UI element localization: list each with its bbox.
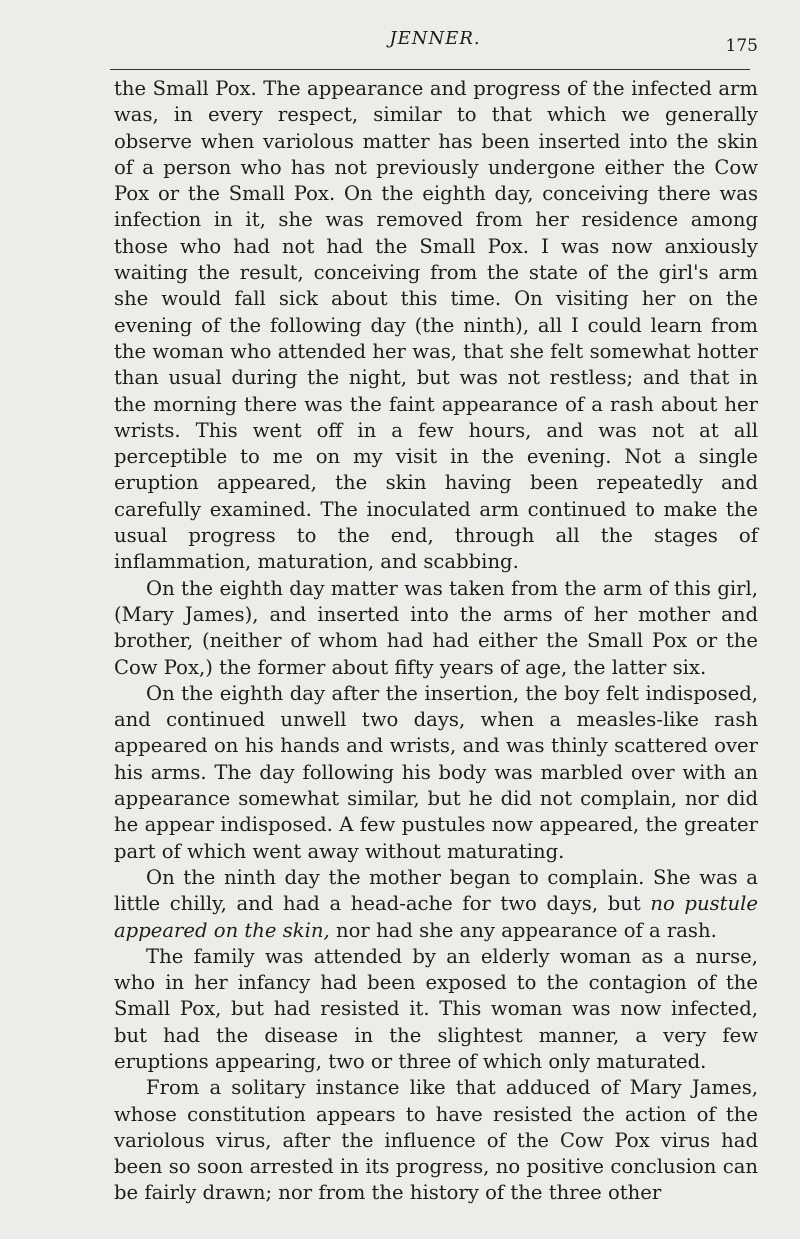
body-text [114, 76, 758, 1207]
paragraph [114, 1075, 758, 1206]
paragraph [114, 944, 758, 1075]
text-run: The family was attended by an elderly woman as a nurse, who in her infancy had been exposed to the contagion of the Small Pox, but had resisted it. This woman was now infected, but had the disease in the slightest manner, a very few eruptions appearing, two or three of which only maturated. [114, 944, 758, 1073]
header-rule [110, 69, 750, 70]
running-head [110, 26, 760, 66]
text-run: On the ninth day the mother began to complain. She was a little chilly, and had a head-ache for two days, but [114, 865, 758, 916]
running-title: JENNER. [389, 28, 481, 49]
paragraph [114, 681, 758, 865]
text-run: the Small Pox. The appearance and progress of the infected arm was, in every respect, similar to that which we generally observe when variolous matter has been inserted into the skin of a person who has not previously undergone either the Cow Pox or the Small Pox. On the eighth day, conceiving there was infection in it, she was removed from her residence among those who had not had the Small Pox. I was now anxiously waiting the result, conceiving from the state of the girl's arm she would fall sick about this time. On visiting her on the evening of the following day (the ninth), all I could learn from the woman who attended her was, that she felt somewhat hotter than usual during the night, but was not restless; and that in the morning there was the faint appearance of a rash about her wrists. This went off in a few hours, and was not at all perceptible to me on my visit in the evening. Not a single eruption appeared, the skin having been repeatedly and carefully examined. The inoculated arm continued to make the usual progress to the end, through all the stages of inflammation, maturation, and scabbing. [114, 77, 758, 574]
page-number: 175 [725, 36, 758, 56]
text-run: nor had she any appearance of a rash. [329, 918, 717, 942]
text-run: On the eighth day after the insertion, the boy felt indisposed, and continued unwell two days, when a measles-like rash appeared on his hands and wrists, and was thinly scattered over his arms. The day following his body was marbled over with an appearance somewhat similar, but he did not complain, nor did he appear indisposed. A few pustules now appeared, the greater part of which went away without maturating. [114, 681, 758, 863]
paragraph [114, 865, 758, 944]
text-run: On the eighth day matter was taken from the arm of this girl, (Mary James), and inserted into the arms of her mother and brother, (neither of whom had had either the Small Pox or the Cow Pox,) the former about fifty years of age, the latter six. [114, 576, 758, 679]
text-run: From a solitary instance like that adduced of Mary James, whose constitution appears to have resisted the action of the variolous virus, after the influence of the Cow Pox virus had been so soon arrested in its progress, no positive conclusion can be fairly drawn; nor from the history of the three other [114, 1076, 758, 1205]
paragraph [114, 76, 758, 576]
italic-phrase: no pustule appeared on the skin, [114, 892, 759, 942]
paragraph [114, 576, 758, 681]
